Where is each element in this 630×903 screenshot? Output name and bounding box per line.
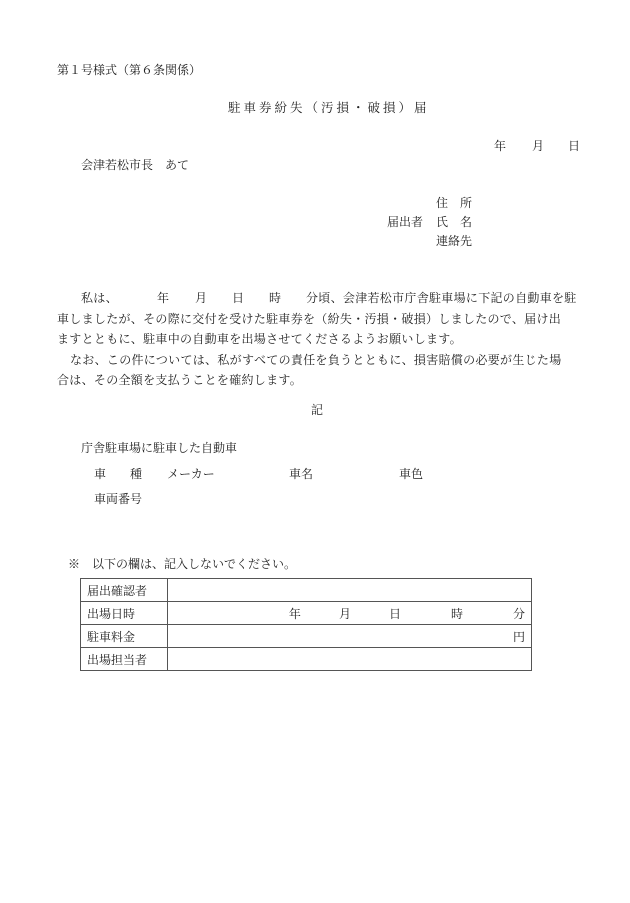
body-month: 月 bbox=[195, 291, 208, 305]
body-rest: 分頃、会津若松市庁舎駐車場に下記の自動車を駐 bbox=[306, 291, 577, 305]
vehicle-color-label: 車色 bbox=[399, 467, 424, 481]
applicant-label: 届出者 bbox=[387, 215, 424, 229]
table-row bbox=[81, 625, 532, 648]
exit-year: 年 bbox=[288, 606, 301, 621]
body-prefix: 私は、 bbox=[81, 291, 118, 305]
table-row bbox=[81, 648, 532, 671]
body-line-5: 合は、その全額を支払うことを確約します。 bbox=[57, 373, 303, 387]
document-title: 駐車券紛失（汚損・破損）届 bbox=[228, 100, 430, 115]
exit-minute: 分 bbox=[512, 606, 525, 621]
exit-hour: 時 bbox=[450, 606, 463, 621]
fee-unit: 円 bbox=[512, 629, 525, 644]
table-row bbox=[81, 602, 532, 625]
body-year: 年 bbox=[157, 291, 170, 305]
form-number: 第１号様式（第６条関係） bbox=[57, 63, 202, 77]
body-line-2: 車しましたが、その際に交付を受けた駐車券を（紛失・汚損・破損）しましたので、届け出 bbox=[57, 311, 562, 326]
row-label-exit-datetime: 出場日時 bbox=[81, 602, 168, 625]
date-day: 日 bbox=[568, 139, 581, 153]
date-month: 月 bbox=[532, 139, 545, 153]
exit-staff-cell bbox=[168, 648, 532, 671]
body-line-4: なお、この件については、私がすべての責任を負うとともに、損害賠償の必要が生じた場 bbox=[70, 352, 562, 367]
row-label-exit-staff: 出場担当者 bbox=[81, 648, 168, 671]
office-note: ※ 以下の欄は、記入しないでください。 bbox=[68, 557, 297, 571]
confirmer-cell bbox=[168, 579, 532, 602]
body-day: 日 bbox=[232, 291, 245, 305]
exit-datetime-cell bbox=[168, 602, 532, 625]
vehicle-heading: 庁舎駐車場に駐車した自動車 bbox=[81, 441, 238, 455]
applicant-name-label: 氏 名 bbox=[436, 215, 473, 229]
row-label-parking-fee: 駐車料金 bbox=[81, 625, 168, 648]
vehicle-name-label: 車名 bbox=[289, 467, 314, 481]
date-year: 年 bbox=[494, 139, 507, 153]
body-line-1 bbox=[57, 288, 587, 309]
vehicle-plate-label: 車両番号 bbox=[94, 492, 143, 506]
table-row bbox=[81, 579, 532, 602]
ki-heading: 記 bbox=[311, 403, 324, 417]
row-label-confirmer: 届出確認者 bbox=[81, 579, 168, 602]
vehicle-type-label: 車 種 bbox=[94, 467, 143, 481]
parking-fee-cell bbox=[168, 625, 532, 648]
exit-month: 月 bbox=[338, 606, 351, 621]
applicant-address-label: 住 所 bbox=[436, 196, 473, 210]
office-use-table bbox=[80, 578, 532, 671]
applicant-contact-label: 連絡先 bbox=[436, 234, 473, 248]
addressee: 会津若松市長 あて bbox=[81, 158, 190, 172]
body-line-3: ますとともに、駐車中の自動車を出場させてくださるようお願いします。 bbox=[57, 332, 462, 346]
exit-day: 日 bbox=[388, 606, 401, 621]
body-paragraph bbox=[57, 288, 587, 391]
body-hour: 時 bbox=[269, 291, 282, 305]
vehicle-maker-label: メーカー bbox=[167, 467, 215, 481]
